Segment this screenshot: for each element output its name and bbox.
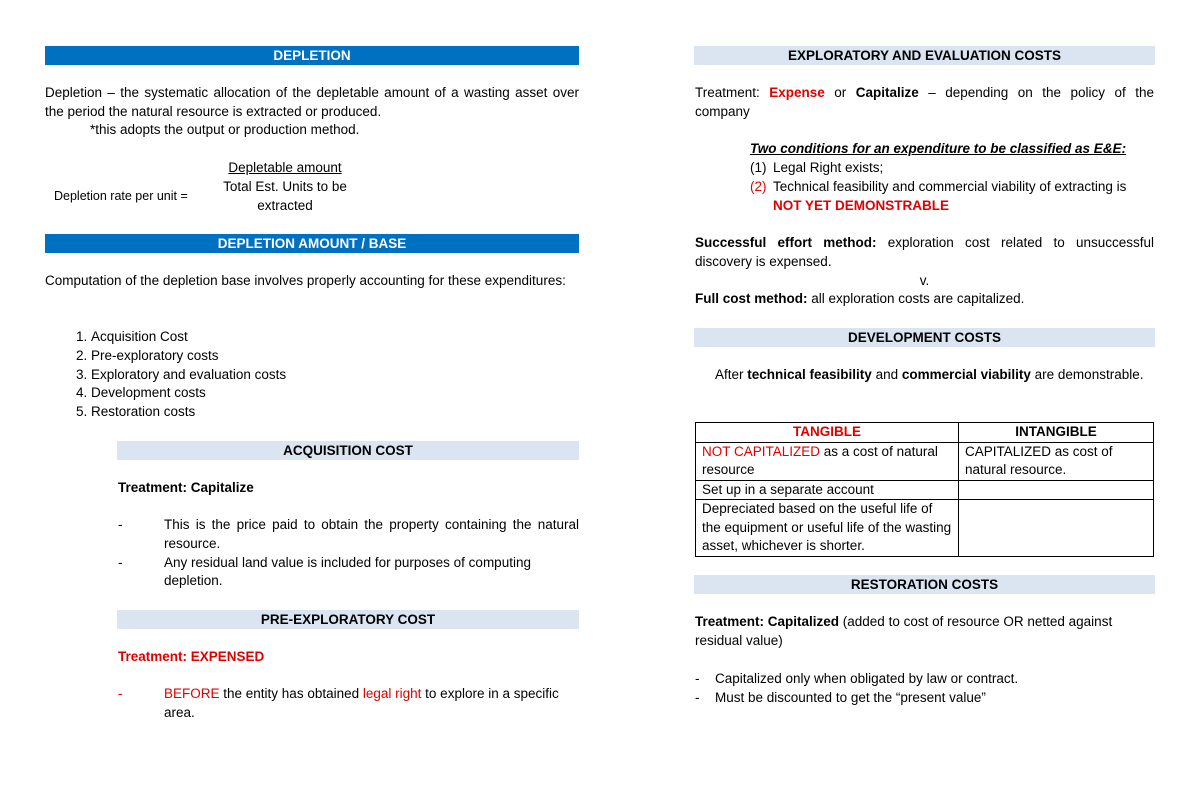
list-item: 2. Pre-exploratory costs — [91, 347, 625, 366]
list-item: - Capitalized only when obligated by law or contract. — [695, 671, 1019, 686]
development-table — [695, 422, 1154, 557]
table-cell — [959, 480, 1154, 500]
successful-effort: Successful effort method: exploration cost related to unsuccessful discovery is expensed. — [695, 235, 1154, 269]
development-header: DEVELOPMENT COSTS — [694, 328, 1155, 347]
pre-exploratory-header: PRE-EXPLORATORY COST — [117, 610, 579, 629]
exploratory-treatment: Treatment: Expense or Capitalize – depending on the policy of the company — [695, 85, 1154, 119]
condition-1-number: (1) — [750, 160, 767, 175]
table-row — [696, 500, 1154, 557]
acquisition-bullets — [118, 516, 579, 591]
table-cell: NOT CAPITALIZED as a cost of natural resource — [696, 442, 959, 480]
development-intro: After technical feasibility and commercial viability are demonstrable. — [715, 367, 1144, 382]
depletion-base-header: DEPLETION AMOUNT / BASE — [45, 234, 579, 253]
formula-denominator: Total Est. Units to be extracted — [223, 179, 347, 213]
restoration-bullets — [695, 670, 1154, 708]
depletion-definition: Depletion – the systematic allocation of the depletable amount of a wasting asset over the period the natural resource is extracted or produced. — [45, 85, 579, 119]
exploratory-header: EXPLORATORY AND EVALUATION COSTS — [694, 46, 1155, 65]
base-list — [45, 328, 625, 422]
list-item: - BEFORE the entity has obtained legal right to explore in a specific area. — [118, 686, 559, 720]
versus: v. — [919, 273, 930, 288]
restoration-header: RESTORATION COSTS — [694, 575, 1155, 594]
pre-exploratory-bullets — [118, 685, 579, 723]
depletion-header: DEPLETION — [45, 46, 579, 65]
condition-1: Legal Right exists; — [773, 160, 884, 175]
base-intro: Computation of the depletion base involves properly accounting for these expenditures: — [45, 273, 566, 288]
restoration-treatment: Treatment: Capitalized (added to cost of resource OR netted against residual value) — [695, 614, 1113, 648]
table-row — [696, 480, 1154, 500]
acquisition-treatment: Treatment: Capitalize — [118, 480, 254, 495]
table-row — [696, 442, 1154, 480]
full-cost: Full cost method: all exploration costs are capitalized. — [695, 291, 1025, 306]
table-cell: Depreciated based on the useful life of the equipment or useful life of the wasting asset, whichever is shorter. — [696, 500, 959, 557]
condition-2-number: (2) — [750, 179, 767, 194]
conditions-title: Two conditions for an expenditure to be classified as E&E: — [750, 141, 1127, 156]
list-item: 1. Acquisition Cost — [91, 328, 625, 347]
formula-label: Depletion rate per unit = — [54, 189, 188, 203]
acquisition-header: ACQUISITION COST — [117, 441, 579, 460]
list-item: 4. Development costs — [91, 384, 625, 403]
list-item: 5. Restoration costs — [91, 403, 625, 422]
list-item: 3. Exploratory and evaluation costs — [91, 366, 625, 385]
formula-numerator: Depletable amount — [228, 160, 342, 175]
table-header-intangible: INTANGIBLE — [959, 423, 1154, 443]
list-item: - This is the price paid to obtain the property containing the natural resource. — [118, 517, 579, 551]
condition-2: Technical feasibility and commercial viability of extracting is NOT YET DEMONSTRABLE — [773, 179, 1127, 213]
table-cell: CAPITALIZED as cost of natural resource. — [959, 442, 1154, 480]
table-cell — [959, 500, 1154, 557]
table-cell: Set up in a separate account — [696, 480, 959, 500]
list-item: - Must be discounted to get the “present value” — [695, 689, 986, 705]
list-item: - Any residual land value is included for purposes of computing depletion. — [118, 554, 531, 589]
depletion-note: *this adopts the output or production method. — [90, 122, 360, 137]
pre-exploratory-treatment: Treatment: EXPENSED — [118, 649, 265, 664]
table-header-tangible: TANGIBLE — [696, 423, 959, 443]
